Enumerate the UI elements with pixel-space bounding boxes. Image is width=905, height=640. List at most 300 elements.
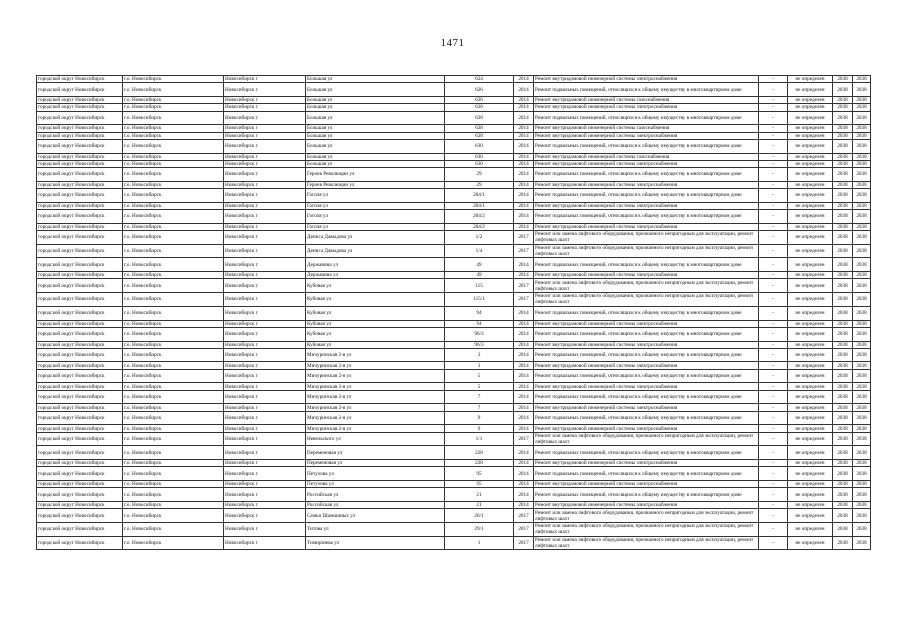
plan-year-end-cell: 2038: [853, 383, 871, 390]
plan-year-start-cell: 2038: [833, 488, 853, 502]
dash-cell: -: [759, 390, 788, 404]
street-cell: Кубовая ул: [306, 341, 445, 348]
district-cell: городской округ Новосибирск: [37, 279, 123, 293]
plan-year-start-cell: 2038: [833, 76, 853, 83]
plan-year-start-cell: 2038: [833, 481, 853, 488]
table-row: [37, 96, 871, 103]
plan-year-start-cell: 2038: [833, 383, 853, 390]
plan-year-end-cell: 2038: [853, 83, 871, 97]
district-cell: городской округ Новосибирск: [37, 223, 123, 230]
house-number-cell: 49: [445, 272, 514, 279]
street-cell: Гоголя ул: [306, 202, 445, 209]
plan-year-start-cell: 2038: [833, 460, 853, 467]
status-cell: не определен: [788, 231, 833, 245]
municipality-cell: г.о. Новосибирск: [123, 404, 224, 411]
city-cell: Новосибирск г: [224, 460, 306, 467]
city-cell: Новосибирск г: [224, 181, 306, 188]
city-cell: Новосибирск г: [224, 536, 306, 550]
plan-year-start-cell: 2038: [833, 404, 853, 411]
municipality-cell: г.о. Новосибирск: [123, 83, 224, 97]
city-cell: Новосибирск г: [224, 258, 306, 272]
street-cell: Большая ул: [306, 111, 445, 125]
city-cell: Новосибирск г: [224, 369, 306, 383]
year-cell: 2014: [514, 446, 534, 460]
year-cell: 2014: [514, 210, 534, 224]
table-row: [37, 111, 871, 125]
district-cell: городской округ Новосибирск: [37, 83, 123, 97]
city-cell: Новосибирск г: [224, 111, 306, 125]
plan-year-end-cell: 2038: [853, 160, 871, 167]
street-cell: Кубовая ул: [306, 306, 445, 320]
house-number-cell: 29/1: [445, 523, 514, 537]
street-cell: Дениса Давыдова ул: [306, 231, 445, 245]
status-cell: не определен: [788, 202, 833, 209]
status-cell: не определен: [788, 306, 833, 320]
municipality-cell: г.о. Новосибирск: [123, 467, 224, 481]
work-type-cell: Ремонт внутридомовой инженерной системы электроснабжения: [534, 404, 759, 411]
work-type-cell: Ремонт внутридомовой инженерной системы газоснабжения: [534, 153, 759, 160]
street-cell: Невельского ул: [306, 432, 445, 446]
table-row: [37, 488, 871, 502]
district-cell: городской округ Новосибирск: [37, 111, 123, 125]
plan-year-start-cell: 2038: [833, 279, 853, 293]
plan-year-start-cell: 2038: [833, 104, 853, 111]
house-number-cell: 228: [445, 446, 514, 460]
municipality-cell: г.о. Новосибирск: [123, 104, 224, 111]
municipality-cell: г.о. Новосибирск: [123, 272, 224, 279]
municipality-cell: г.о. Новосибирск: [123, 160, 224, 167]
house-number-cell: 95: [445, 467, 514, 481]
work-type-cell: Ремонт внутридомовой инженерной системы электроснабжения: [534, 502, 759, 509]
municipality-cell: г.о. Новосибирск: [123, 202, 224, 209]
plan-year-start-cell: 2038: [833, 96, 853, 103]
year-cell: 2017: [514, 509, 534, 523]
status-cell: не определен: [788, 160, 833, 167]
street-cell: Дениса Давыдова ул: [306, 244, 445, 258]
table-row: [37, 536, 871, 550]
work-type-cell: Ремонт подвальных помещений, относящихся к общему имуществу в многоквартирном доме: [534, 168, 759, 182]
plan-year-end-cell: 2038: [853, 139, 871, 153]
street-cell: Тимирязева ул: [306, 536, 445, 550]
district-cell: городской округ Новосибирск: [37, 272, 123, 279]
district-cell: городской округ Новосибирск: [37, 320, 123, 327]
district-cell: городской округ Новосибирск: [37, 258, 123, 272]
city-cell: Новосибирск г: [224, 306, 306, 320]
work-type-cell: Ремонт внутридомовой инженерной системы электроснабжения: [534, 160, 759, 167]
house-number-cell: 3: [445, 348, 514, 362]
municipality-cell: г.о. Новосибирск: [123, 306, 224, 320]
municipality-cell: г.о. Новосибирск: [123, 279, 224, 293]
status-cell: не определен: [788, 362, 833, 369]
work-type-cell: Ремонт или замена лифтового оборудования, признанного непригодным для эксплуатации, ремонт лифтовых шахт: [534, 293, 759, 307]
status-cell: не определен: [788, 390, 833, 404]
year-cell: 2017: [514, 244, 534, 258]
city-cell: Новосибирск г: [224, 83, 306, 97]
plan-year-end-cell: 2038: [853, 272, 871, 279]
city-cell: Новосибирск г: [224, 411, 306, 425]
street-cell: Большая ул: [306, 76, 445, 83]
work-type-cell: Ремонт внутридомовой инженерной системы электроснабжения: [534, 202, 759, 209]
dash-cell: -: [759, 279, 788, 293]
plan-year-end-cell: 2038: [853, 404, 871, 411]
status-cell: не определен: [788, 432, 833, 446]
municipality-cell: г.о. Новосибирск: [123, 111, 224, 125]
plan-year-end-cell: 2038: [853, 432, 871, 446]
dash-cell: -: [759, 160, 788, 167]
status-cell: не определен: [788, 279, 833, 293]
district-cell: городской округ Новосибирск: [37, 502, 123, 509]
district-cell: городской округ Новосибирск: [37, 293, 123, 307]
plan-year-start-cell: 2038: [833, 390, 853, 404]
table-row: [37, 383, 871, 390]
status-cell: не определен: [788, 189, 833, 203]
municipality-cell: г.о. Новосибирск: [123, 446, 224, 460]
house-number-cell: 9: [445, 411, 514, 425]
city-cell: Новосибирск г: [224, 244, 306, 258]
dash-cell: -: [759, 327, 788, 341]
house-number-cell: 115/1: [445, 293, 514, 307]
municipality-cell: г.о. Новосибирск: [123, 210, 224, 224]
table-row: [37, 153, 871, 160]
street-cell: Петухова ул: [306, 467, 445, 481]
house-number-cell: 95: [445, 481, 514, 488]
district-cell: городской округ Новосибирск: [37, 244, 123, 258]
year-cell: 2014: [514, 139, 534, 153]
house-number-cell: 7: [445, 390, 514, 404]
municipality-cell: г.о. Новосибирск: [123, 223, 224, 230]
district-cell: городской округ Новосибирск: [37, 181, 123, 188]
plan-year-start-cell: 2038: [833, 362, 853, 369]
status-cell: не определен: [788, 369, 833, 383]
house-number-cell: 21: [445, 488, 514, 502]
street-cell: Мичуринская 2-я ул: [306, 369, 445, 383]
house-number-cell: 49: [445, 258, 514, 272]
plan-year-end-cell: 2038: [853, 210, 871, 224]
street-cell: Кубовая ул: [306, 320, 445, 327]
table-row: [37, 132, 871, 139]
municipality-cell: г.о. Новосибирск: [123, 320, 224, 327]
municipality-cell: г.о. Новосибирск: [123, 432, 224, 446]
house-number-cell: 1/4: [445, 244, 514, 258]
dash-cell: -: [759, 404, 788, 411]
plan-year-start-cell: 2038: [833, 369, 853, 383]
year-cell: 2014: [514, 460, 534, 467]
dash-cell: -: [759, 306, 788, 320]
district-cell: городской округ Новосибирск: [37, 488, 123, 502]
street-cell: Мичуринская 2-я ул: [306, 390, 445, 404]
status-cell: не определен: [788, 83, 833, 97]
year-cell: 2014: [514, 153, 534, 160]
city-cell: Новосибирск г: [224, 168, 306, 182]
street-cell: Мичуринская 2-я ул: [306, 362, 445, 369]
district-cell: городской округ Новосибирск: [37, 168, 123, 182]
dash-cell: -: [759, 272, 788, 279]
district-cell: городской округ Новосибирск: [37, 210, 123, 224]
house-number-cell: 94: [445, 306, 514, 320]
status-cell: не определен: [788, 104, 833, 111]
dash-cell: -: [759, 168, 788, 182]
plan-year-end-cell: 2038: [853, 76, 871, 83]
house-number-cell: 1/1: [445, 432, 514, 446]
status-cell: не определен: [788, 244, 833, 258]
year-cell: 2017: [514, 231, 534, 245]
work-type-cell: Ремонт внутридомовой инженерной системы электроснабжения: [534, 76, 759, 83]
table-row: [37, 258, 871, 272]
city-cell: Новосибирск г: [224, 425, 306, 432]
plan-year-start-cell: 2038: [833, 168, 853, 182]
plan-year-start-cell: 2038: [833, 202, 853, 209]
house-number-cell: 204/1: [445, 202, 514, 209]
house-number-cell: 5: [445, 369, 514, 383]
status-cell: не определен: [788, 181, 833, 188]
year-cell: 2014: [514, 383, 534, 390]
district-cell: городской округ Новосибирск: [37, 348, 123, 362]
street-cell: Большая ул: [306, 104, 445, 111]
status-cell: не определен: [788, 523, 833, 537]
city-cell: Новосибирск г: [224, 509, 306, 523]
city-cell: Новосибирск г: [224, 272, 306, 279]
work-type-cell: Ремонт внутридомовой инженерной системы электроснабжения: [534, 341, 759, 348]
table-row: [37, 362, 871, 369]
district-cell: городской округ Новосибирск: [37, 404, 123, 411]
year-cell: 2014: [514, 411, 534, 425]
plan-year-end-cell: 2038: [853, 502, 871, 509]
district-cell: городской округ Новосибирск: [37, 481, 123, 488]
city-cell: Новосибирск г: [224, 432, 306, 446]
municipality-cell: г.о. Новосибирск: [123, 231, 224, 245]
table-row: [37, 223, 871, 230]
dash-cell: -: [759, 139, 788, 153]
street-cell: Большая ул: [306, 132, 445, 139]
district-cell: городской округ Новосибирск: [37, 139, 123, 153]
dash-cell: -: [759, 411, 788, 425]
plan-year-end-cell: 2038: [853, 341, 871, 348]
year-cell: 2014: [514, 488, 534, 502]
city-cell: Новосибирск г: [224, 132, 306, 139]
table-row: [37, 279, 871, 293]
work-type-cell: Ремонт или замена лифтового оборудования, признанного непригодным для эксплуатации, ремонт лифтовых шахт: [534, 231, 759, 245]
year-cell: 2014: [514, 181, 534, 188]
house-number-cell: 96/3: [445, 341, 514, 348]
city-cell: Новосибирск г: [224, 390, 306, 404]
street-cell: Гоголя ул: [306, 223, 445, 230]
plan-year-start-cell: 2038: [833, 432, 853, 446]
work-type-cell: Ремонт внутридомовой инженерной системы электроснабжения: [534, 132, 759, 139]
plan-year-end-cell: 2038: [853, 223, 871, 230]
work-type-cell: Ремонт внутридомовой инженерной системы электроснабжения: [534, 383, 759, 390]
district-cell: городской округ Новосибирск: [37, 460, 123, 467]
district-cell: городской округ Новосибирск: [37, 536, 123, 550]
district-cell: городской округ Новосибирск: [37, 231, 123, 245]
year-cell: 2014: [514, 341, 534, 348]
work-type-cell: Ремонт подвальных помещений, относящихся к общему имуществу в многоквартирном доме: [534, 411, 759, 425]
city-cell: Новосибирск г: [224, 76, 306, 83]
table-row: [37, 231, 871, 245]
status-cell: не определен: [788, 258, 833, 272]
work-type-cell: Ремонт внутридомовой инженерной системы электроснабжения: [534, 320, 759, 327]
house-number-cell: 29: [445, 181, 514, 188]
plan-year-start-cell: 2038: [833, 160, 853, 167]
status-cell: не определен: [788, 467, 833, 481]
plan-year-end-cell: 2038: [853, 460, 871, 467]
plan-year-end-cell: 2038: [853, 96, 871, 103]
plan-year-start-cell: 2038: [833, 111, 853, 125]
year-cell: 2014: [514, 76, 534, 83]
work-type-cell: Ремонт или замена лифтового оборудования, признанного непригодным для эксплуатации, ремонт лифтовых шахт: [534, 523, 759, 537]
street-cell: Российская ул: [306, 502, 445, 509]
street-cell: Мичуринская 2-я ул: [306, 404, 445, 411]
repair-schedule-table: [36, 75, 871, 550]
table-row: [37, 502, 871, 509]
dash-cell: -: [759, 320, 788, 327]
year-cell: 2014: [514, 404, 534, 411]
district-cell: городской округ Новосибирск: [37, 446, 123, 460]
district-cell: городской округ Новосибирск: [37, 189, 123, 203]
municipality-cell: г.о. Новосибирск: [123, 509, 224, 523]
work-type-cell: Ремонт подвальных помещений, относящихся к общему имуществу в многоквартирном доме: [534, 467, 759, 481]
city-cell: Новосибирск г: [224, 446, 306, 460]
year-cell: 2014: [514, 467, 534, 481]
table-row: [37, 189, 871, 203]
plan-year-start-cell: 2038: [833, 536, 853, 550]
year-cell: 2014: [514, 362, 534, 369]
city-cell: Новосибирск г: [224, 139, 306, 153]
status-cell: не определен: [788, 96, 833, 103]
year-cell: 2014: [514, 425, 534, 432]
status-cell: не определен: [788, 502, 833, 509]
year-cell: 2014: [514, 369, 534, 383]
plan-year-start-cell: 2038: [833, 327, 853, 341]
street-cell: Мичуринская 2-я ул: [306, 425, 445, 432]
street-cell: Большая ул: [306, 83, 445, 97]
plan-year-start-cell: 2038: [833, 132, 853, 139]
dash-cell: -: [759, 153, 788, 160]
city-cell: Новосибирск г: [224, 320, 306, 327]
year-cell: 2014: [514, 189, 534, 203]
municipality-cell: г.о. Новосибирск: [123, 139, 224, 153]
table-row: [37, 125, 871, 132]
municipality-cell: г.о. Новосибирск: [123, 181, 224, 188]
municipality-cell: г.о. Новосибирск: [123, 125, 224, 132]
district-cell: городской округ Новосибирск: [37, 369, 123, 383]
street-cell: Героев Революции ул: [306, 181, 445, 188]
table-row: [37, 446, 871, 460]
dash-cell: -: [759, 293, 788, 307]
work-type-cell: Ремонт или замена лифтового оборудования, признанного непригодным для эксплуатации, ремонт лифтовых шахт: [534, 536, 759, 550]
plan-year-start-cell: 2038: [833, 446, 853, 460]
street-cell: Петухова ул: [306, 481, 445, 488]
table-row: [37, 369, 871, 383]
work-type-cell: Ремонт подвальных помещений, относящихся к общему имуществу в многоквартирном доме: [534, 390, 759, 404]
city-cell: Новосибирск г: [224, 341, 306, 348]
street-cell: Державина ул: [306, 258, 445, 272]
work-type-cell: Ремонт внутридомовой инженерной системы электроснабжения: [534, 362, 759, 369]
work-type-cell: Ремонт или замена лифтового оборудования, признанного непригодным для эксплуатации, ремонт лифтовых шахт: [534, 432, 759, 446]
dash-cell: -: [759, 125, 788, 132]
district-cell: городской округ Новосибирск: [37, 390, 123, 404]
district-cell: городской округ Новосибирск: [37, 202, 123, 209]
page-number: 1471: [440, 37, 465, 49]
street-cell: Мичуринская 2-я ул: [306, 348, 445, 362]
year-cell: 2014: [514, 111, 534, 125]
district-cell: городской округ Новосибирск: [37, 425, 123, 432]
house-number-cell: 9: [445, 425, 514, 432]
house-number-cell: 228: [445, 460, 514, 467]
table-row: [37, 139, 871, 153]
work-type-cell: Ремонт внутридомовой инженерной системы электроснабжения: [534, 181, 759, 188]
status-cell: не определен: [788, 348, 833, 362]
table-row: [37, 320, 871, 327]
city-cell: Новосибирск г: [224, 404, 306, 411]
dash-cell: -: [759, 348, 788, 362]
table-row: [37, 306, 871, 320]
dash-cell: -: [759, 481, 788, 488]
plan-year-end-cell: 2038: [853, 132, 871, 139]
year-cell: 2014: [514, 306, 534, 320]
status-cell: не определен: [788, 460, 833, 467]
year-cell: 2014: [514, 125, 534, 132]
street-cell: Гоголя ул: [306, 210, 445, 224]
dash-cell: -: [759, 231, 788, 245]
plan-year-start-cell: 2038: [833, 139, 853, 153]
work-type-cell: Ремонт подвальных помещений, относящихся к общему имуществу в многоквартирном доме: [534, 488, 759, 502]
house-number-cell: 626: [445, 96, 514, 103]
work-type-cell: Ремонт внутридомовой инженерной системы электроснабжения: [534, 223, 759, 230]
plan-year-end-cell: 2038: [853, 293, 871, 307]
status-cell: не определен: [788, 481, 833, 488]
municipality-cell: г.о. Новосибирск: [123, 536, 224, 550]
district-cell: городской округ Новосибирск: [37, 306, 123, 320]
work-type-cell: Ремонт подвальных помещений, относящихся к общему имуществу в многоквартирном доме: [534, 189, 759, 203]
municipality-cell: г.о. Новосибирск: [123, 390, 224, 404]
street-cell: Державина ул: [306, 272, 445, 279]
table-row: [37, 348, 871, 362]
dash-cell: -: [759, 509, 788, 523]
plan-year-start-cell: 2038: [833, 502, 853, 509]
street-cell: Большая ул: [306, 125, 445, 132]
street-cell: Мичуринская 2-я ул: [306, 383, 445, 390]
plan-year-end-cell: 2038: [853, 231, 871, 245]
district-cell: городской округ Новосибирск: [37, 467, 123, 481]
district-cell: городской округ Новосибирск: [37, 341, 123, 348]
city-cell: Новосибирск г: [224, 160, 306, 167]
dash-cell: -: [759, 132, 788, 139]
status-cell: не определен: [788, 210, 833, 224]
city-cell: Новосибирск г: [224, 467, 306, 481]
status-cell: не определен: [788, 111, 833, 125]
work-type-cell: Ремонт внутридомовой инженерной системы электроснабжения: [534, 460, 759, 467]
table-row: [37, 460, 871, 467]
table-row: [37, 390, 871, 404]
dash-cell: -: [759, 244, 788, 258]
street-cell: Мичуринская 2-я ул: [306, 411, 445, 425]
plan-year-end-cell: 2038: [853, 258, 871, 272]
status-cell: не определен: [788, 132, 833, 139]
plan-year-start-cell: 2038: [833, 341, 853, 348]
table-row: [37, 327, 871, 341]
street-cell: Переменовая ул: [306, 446, 445, 460]
house-number-cell: 204/2: [445, 210, 514, 224]
plan-year-end-cell: 2038: [853, 181, 871, 188]
year-cell: 2014: [514, 272, 534, 279]
dash-cell: -: [759, 210, 788, 224]
year-cell: 2014: [514, 160, 534, 167]
dash-cell: -: [759, 181, 788, 188]
district-cell: городской округ Новосибирск: [37, 523, 123, 537]
house-number-cell: 630: [445, 160, 514, 167]
table-row: [37, 168, 871, 182]
table-row: [37, 411, 871, 425]
